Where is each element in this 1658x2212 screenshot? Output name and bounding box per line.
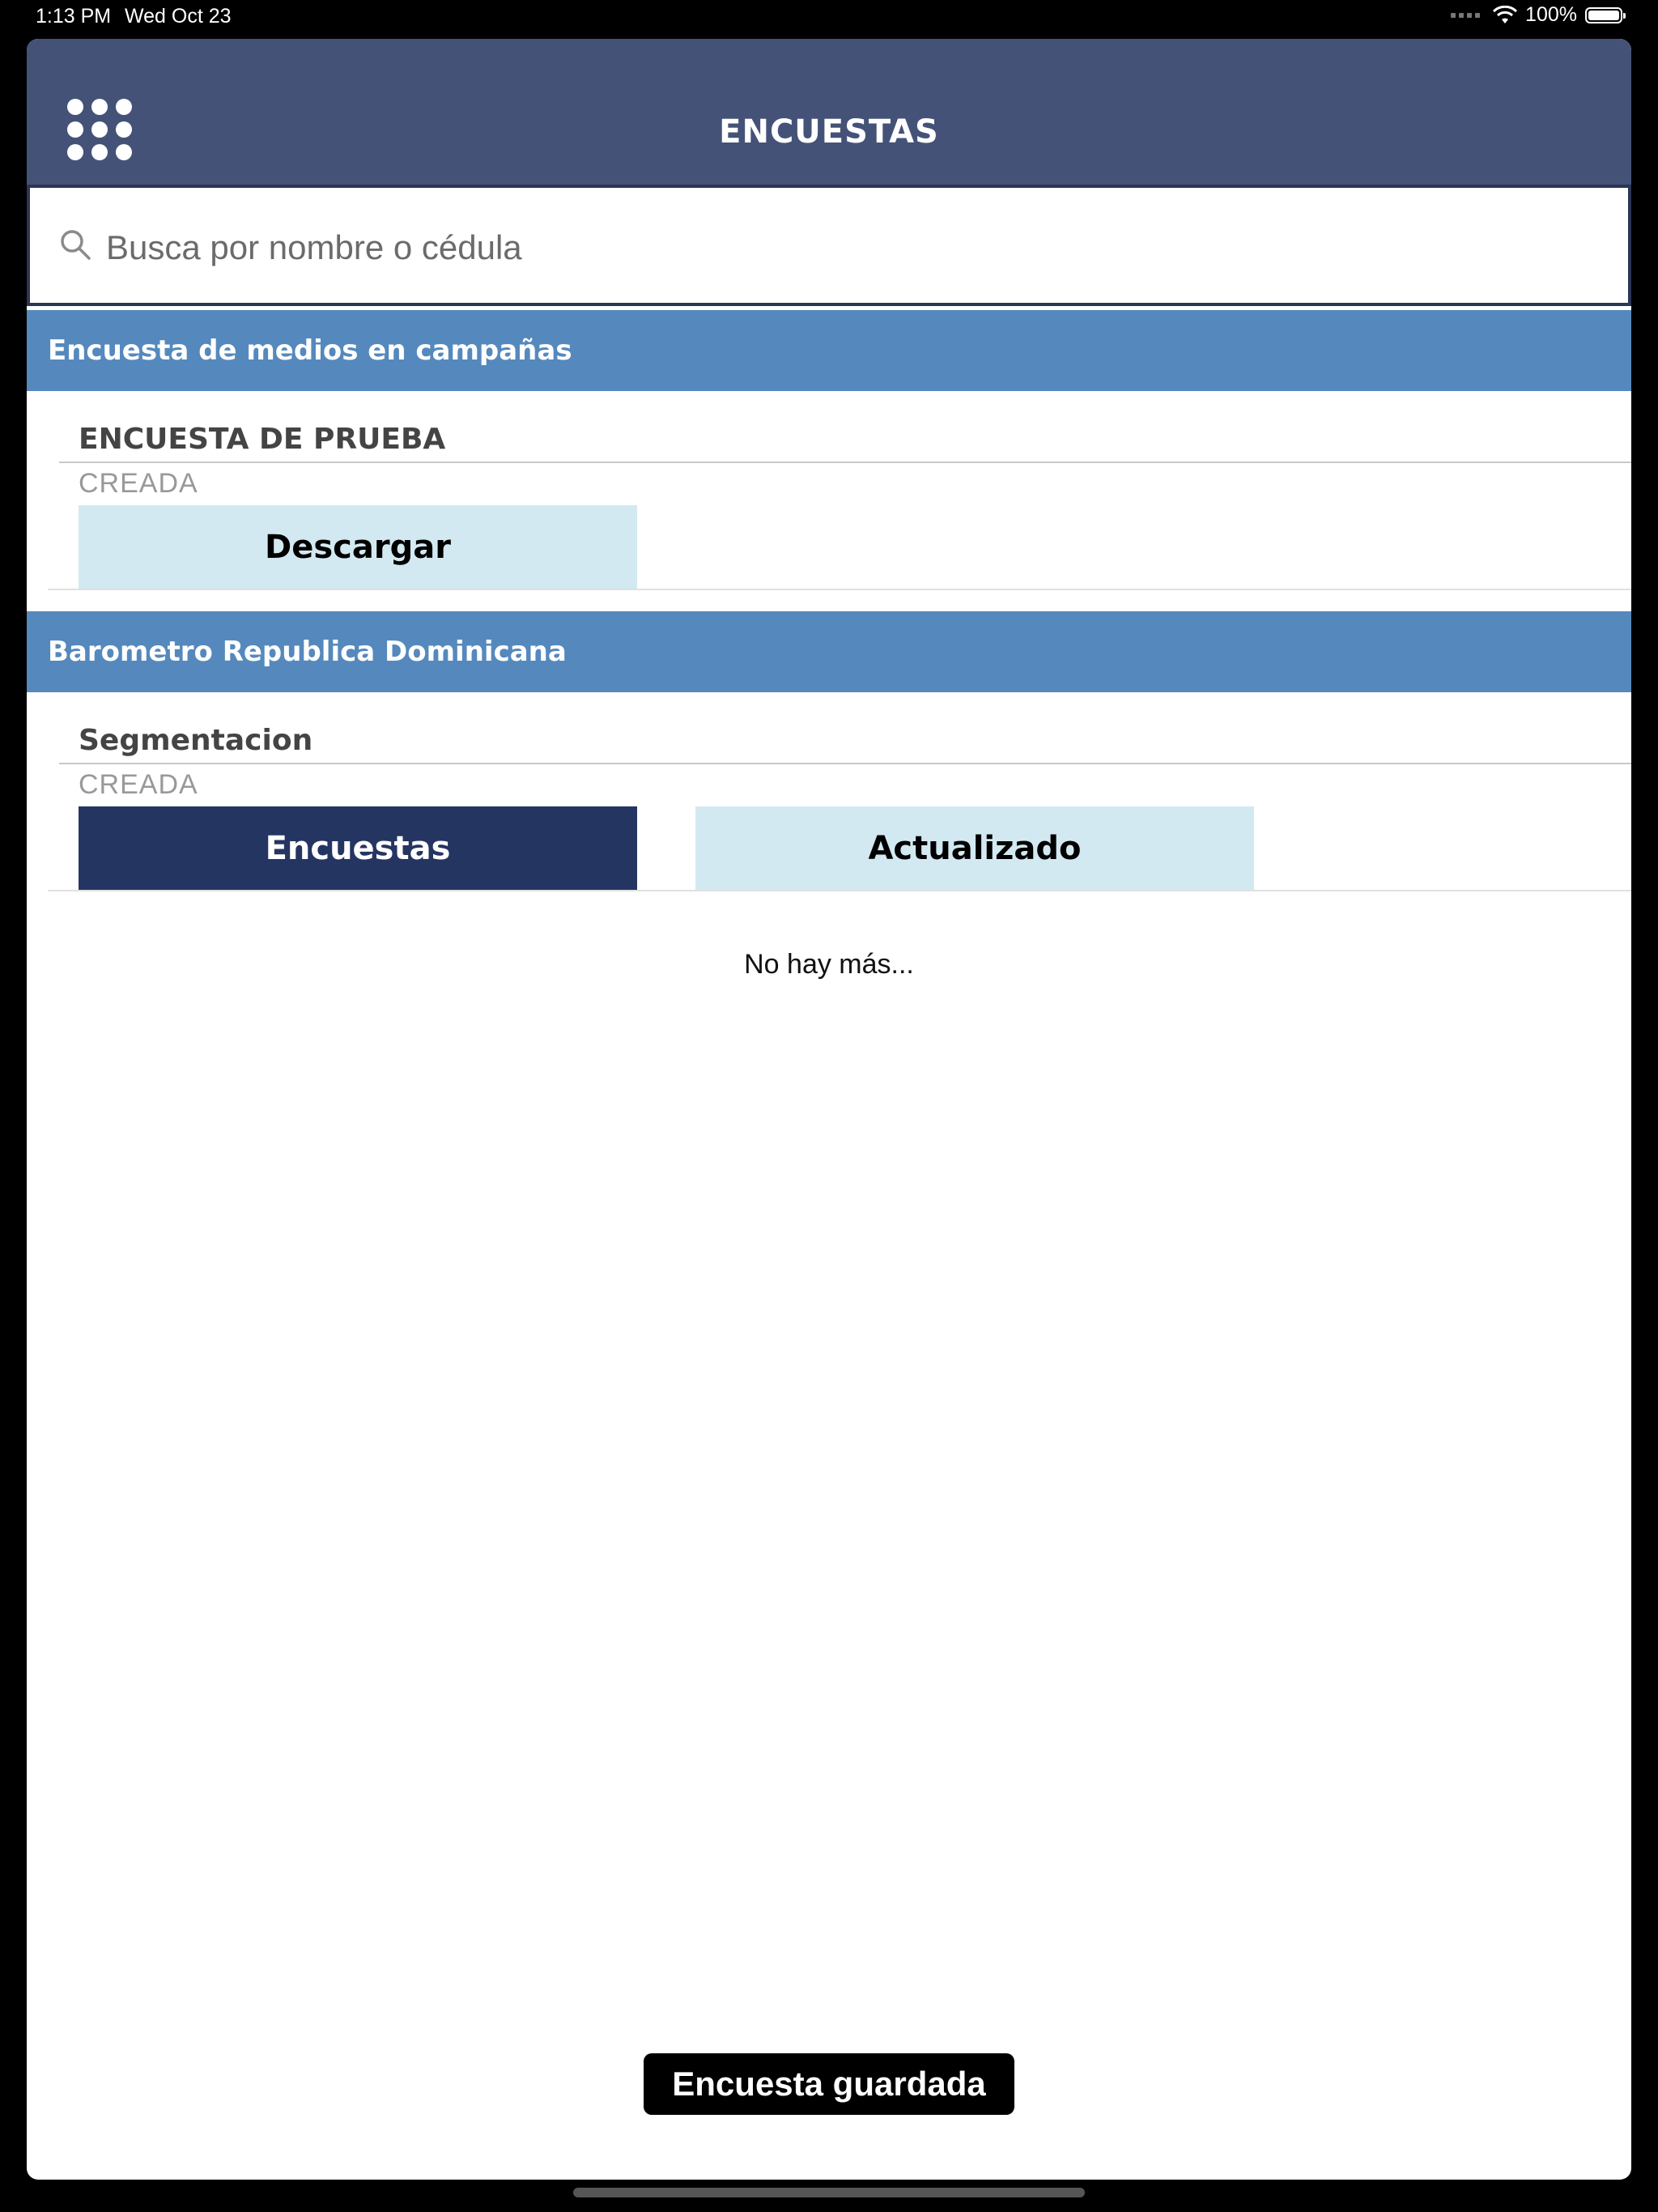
search-icon [59, 228, 91, 261]
search-bar[interactable] [27, 185, 1631, 306]
updated-button[interactable]: Actualizado [695, 806, 1254, 891]
row-divider [48, 589, 1631, 590]
search-input[interactable] [104, 211, 1565, 285]
divider [59, 763, 1631, 764]
status-bar [0, 0, 1658, 39]
status-time: 1:13 PM [36, 5, 112, 28]
status-indicators [1451, 3, 1622, 27]
survey-status: CREADA [79, 769, 198, 800]
app-screen [27, 39, 1631, 2180]
battery-percent: 100% [1525, 3, 1577, 26]
list-end-text: No hay más... [744, 949, 914, 980]
surveys-button[interactable]: Encuestas [79, 806, 637, 891]
section-header-barometro: Barometro Republica Dominicana [27, 611, 1631, 692]
survey-title: ENCUESTA DE PRUEBA [79, 423, 446, 456]
survey-status: CREADA [79, 468, 198, 499]
page-title: ENCUESTAS [719, 113, 939, 151]
wifi-icon [1493, 6, 1517, 25]
top-header [27, 39, 1631, 185]
cellular-signal-icon [1451, 13, 1480, 18]
toast-message: Encuesta guardada [644, 2053, 1014, 2115]
battery-icon [1585, 7, 1622, 23]
home-indicator[interactable] [573, 2188, 1085, 2197]
status-date: Wed Oct 23 [125, 5, 232, 28]
divider [59, 462, 1631, 463]
survey-title: Segmentacion [79, 724, 313, 757]
section-header-medios: Encuesta de medios en campañas [27, 310, 1631, 391]
download-button[interactable]: Descargar [79, 505, 637, 589]
row-divider [48, 890, 1631, 891]
